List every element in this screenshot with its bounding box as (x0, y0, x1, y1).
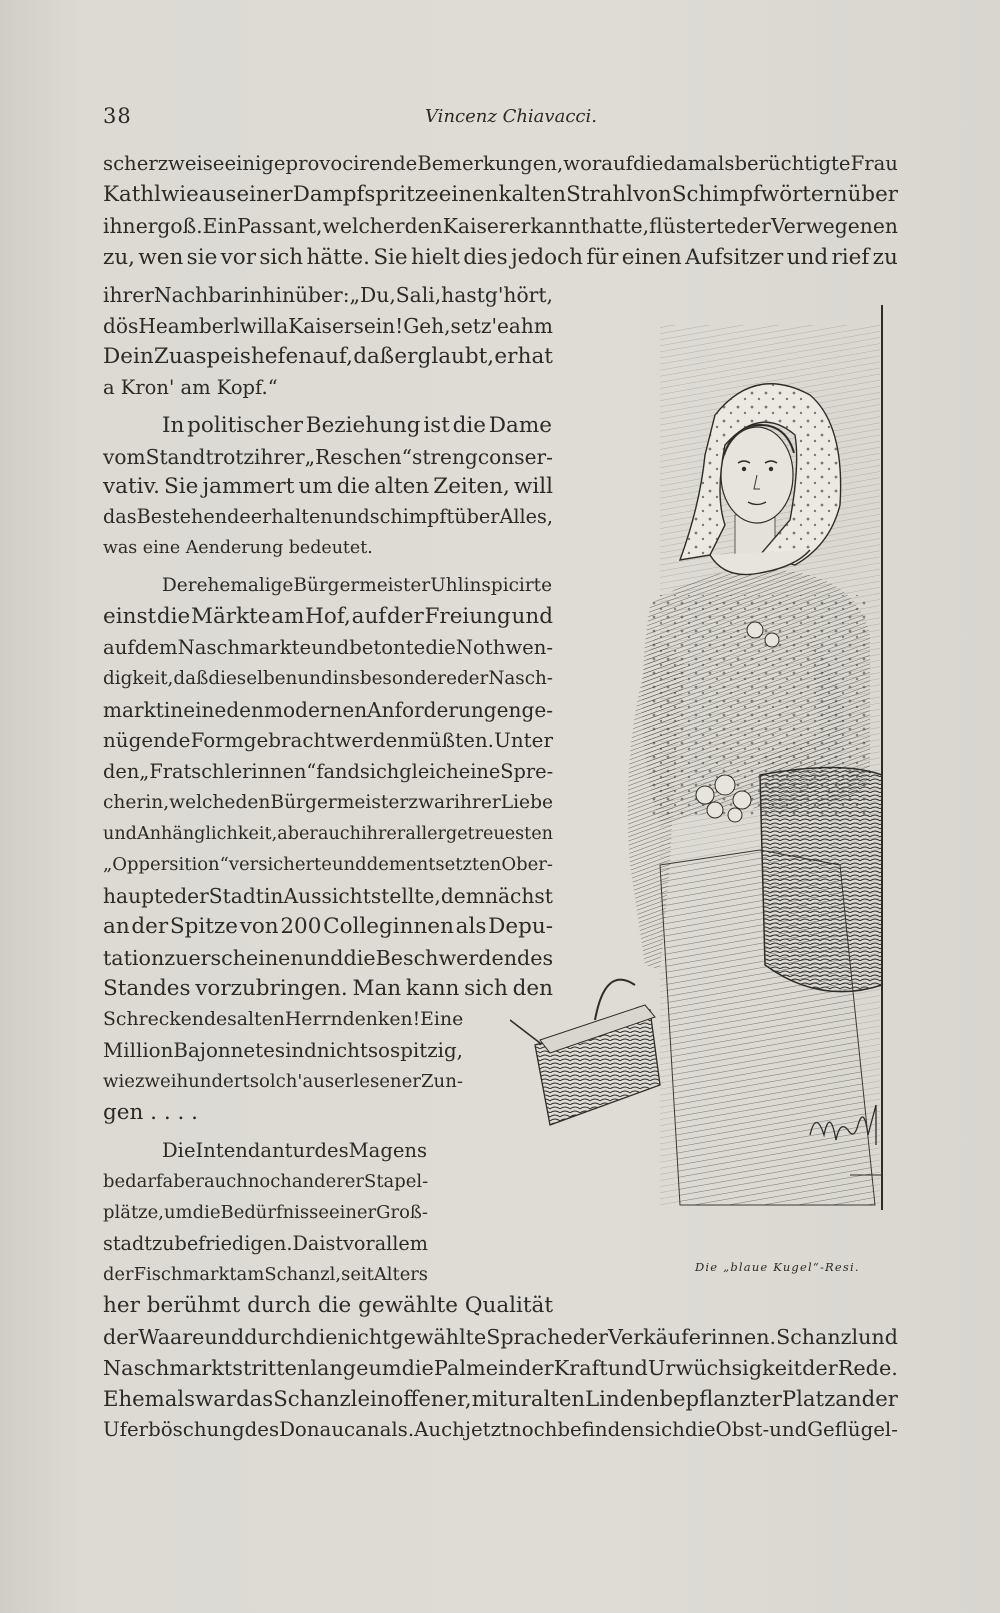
text-line: haupte der Stadt in Aussicht stellte, demnächst (103, 884, 553, 908)
text-line: Standes vorzubringen. Man kann sich den (103, 976, 553, 1001)
text-line: einst die Märkte am Hof, auf der Freiung und (103, 604, 553, 629)
text-line: vom Stand trotz ihrer „Reschen“ streng conser- (103, 445, 553, 469)
text-line: markt in eine den modernen Anforderungen ge- (103, 698, 553, 722)
text-line: Uferböschung des Donaucanals. Auch jetzt noch befinden sich die Obst- und Geflügel- (103, 1418, 898, 1441)
text-line: dös Heamberl will a Kaiser sein! Geh, setz' eahm (103, 314, 553, 338)
running-head: Vincenz Chiavacci. (425, 106, 597, 127)
text-line: Kathl wie aus einer Dampfspritze einen kalten Strahl von Schimpfwörtern über (103, 182, 898, 207)
page-header (103, 104, 597, 128)
text-line: Schrecken des alten Herrn denken! Eine (103, 1009, 464, 1030)
text-line: wie zweihundert solch' auserlesener Zun- (103, 1071, 463, 1092)
text-line: vativ. Sie jammert um die alten Zeiten, will (103, 474, 553, 499)
text-line: stadt zu befriedigen. Da ist vor allem (103, 1232, 428, 1255)
text-line: tation zu erscheinen und die Beschwerden des (103, 946, 554, 970)
text-line: Dein Zuaspeishefen auf, daß er glaubt, er hat (103, 344, 553, 369)
text-line: ihrer Nachbarin hinüber: „Du, Sali, hast g'hört, (103, 283, 553, 307)
text-line: was eine Aenderung bedeutet. (103, 538, 373, 558)
text-line: Der ehemalige Bürgermeister Uhl inspicirte (162, 575, 552, 596)
text-line: scherzweise einige provocirende Bemerkungen, worauf die damals berüchtigte Frau (103, 152, 898, 175)
text-line: Die Intendantur des Magens (162, 1139, 428, 1162)
text-line: gen . . . . (103, 1100, 199, 1125)
text-line: der Waare und durch die nichtgewählte Sprache der Verkäuferinnen. Schanzl und (103, 1325, 898, 1349)
text-line: plätze, um die Bedürfnisse einer Groß- (103, 1202, 428, 1223)
text-line: a Kron' am Kopf.“ (103, 376, 278, 399)
text-line: das Bestehende erhalten und schimpft über Alles, (103, 505, 553, 528)
figure-caption: Die „blaue Kugel“-Resi. (695, 1260, 860, 1274)
text-line: an der Spitze von 200 Colleginnen als Depu- (103, 914, 553, 939)
text-line: Naschmarkt stritten lange um die Palme in der Kraft und Urwüchsigkeit der Rede. (103, 1356, 898, 1380)
text-line: nügende Form gebracht werden müßten. Unter (103, 729, 553, 752)
text-line: digkeit, daß dieselben und insbesondere der Nasch- (103, 668, 553, 689)
text-line: Million Bajonnete sind nicht so spitzig, (103, 1039, 463, 1062)
text-line: cherin, welche den Bürgermeister zwar ihrer Liebe (103, 792, 553, 813)
text-line: „Oppersition“ versicherte und dem entsetzten Ober- (103, 854, 553, 875)
illustration-woman-with-basket (510, 305, 910, 1235)
text-line: zu, wen sie vor sich hätte. Sie hielt dies jedoch für einen Aufsitzer und rief zu (103, 245, 898, 270)
text-line: ihn ergoß. Ein Passant, welcher den Kaiser erkannt hatte, flüsterte der Verwegenen (103, 214, 898, 238)
text-line: der Fischmarkt am Schanzl, seit Alters (103, 1264, 428, 1285)
text-line: her berühmt durch die gewählte Qualität (103, 1293, 553, 1318)
text-line: bedarf aber auch noch anderer Stapel- (103, 1171, 429, 1192)
text-line: und Anhänglichkeit, aber auch ihrer allergetreuesten (103, 824, 553, 844)
page-number: 38 (103, 104, 132, 128)
text-line: auf dem Naschmarkte und betonte die Nothwen- (103, 636, 553, 659)
text-line: Ehemals war das Schanzl ein offener, mit uralten Linden bepflanzter Platz an der (103, 1386, 898, 1411)
text-line: den „Fratschlerinnen“ fand sich gleich eine Spre- (103, 760, 554, 783)
text-line: In politischer Beziehung ist die Dame (162, 413, 552, 438)
